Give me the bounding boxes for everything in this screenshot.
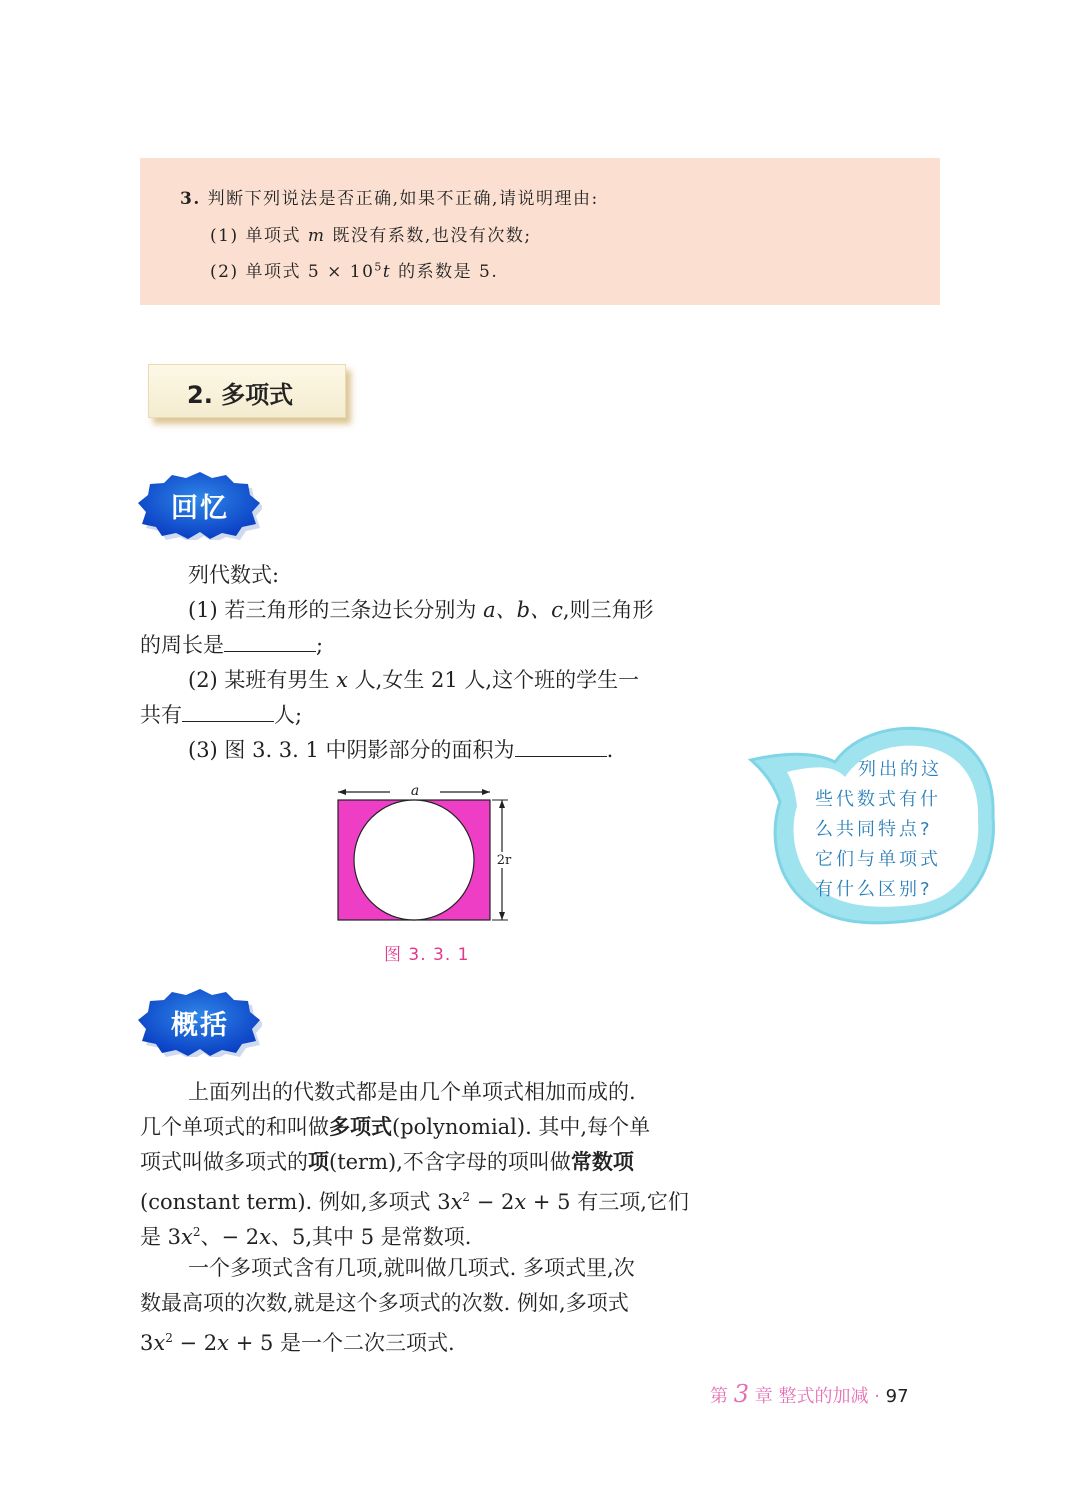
bubble-line-2: 些代数式有什: [815, 789, 941, 810]
exercise-box: [140, 158, 940, 305]
recall-q1-line1: (1) 若三角形的三条边长分别为 a、b、c,则三角形: [188, 598, 654, 622]
summary-p1-line5: 是 $3x^2$、− 2x、5,其中 5 是常数项.: [140, 1225, 472, 1249]
bubble-line-3: 么共同特点?: [815, 819, 933, 840]
recall-intro: 列代数式:: [188, 563, 280, 587]
answer-blank[interactable]: [515, 738, 607, 757]
bubble-line-1: 列出的这: [858, 759, 942, 780]
summary-p1-line2: 几个单项式的和叫做多项式(polynomial). 其中,每个单: [140, 1115, 651, 1139]
summary-p1-line4: (constant term). 例如,多项式 $3x^2 - 2x + 5$ 有三项,它们: [140, 1190, 689, 1214]
arrow-left-icon: [338, 789, 346, 795]
bubble-line-5: 有什么区别?: [815, 879, 933, 900]
label-a: a: [410, 783, 420, 799]
summary-p2-line2: 数最高项的次数,就是这个多项式的次数. 例如,多项式: [140, 1291, 629, 1315]
section-heading: [148, 364, 346, 418]
label-2r: 2r: [496, 853, 512, 868]
answer-blank[interactable]: [182, 703, 274, 722]
recall-q1-line2: 的周长是 ;: [140, 633, 324, 657]
figure-caption: 图 3. 3. 1: [384, 945, 470, 965]
summary-p1-line1: 上面列出的代数式都是由几个单项式相加而成的.: [188, 1080, 636, 1104]
recall-q3: (3) 图 3. 3. 1 中阴影部分的面积为 .: [188, 738, 614, 762]
inner-circle: [354, 800, 474, 920]
summary-badge: 概括: [138, 987, 262, 1057]
arrow-right-icon: [482, 789, 490, 795]
thought-bubble: [745, 722, 1000, 927]
bubble-line-4: 它们与单项式: [815, 849, 941, 870]
figure-rectangle-circle: [330, 780, 520, 925]
answer-blank[interactable]: [224, 633, 316, 652]
summary-p2-line3: $3x^2 - 2x + 5$ 是一个二次三项式.: [140, 1331, 455, 1355]
summary-p2-line1: 一个多项式含有几项,就叫做几项式. 多项式里,次: [188, 1256, 635, 1280]
recall-q2-line2: 共有 人;: [140, 703, 303, 727]
summary-p1-line3: 项式叫做多项式的项(term),不含字母的项叫做常数项: [140, 1150, 634, 1174]
recall-badge: 回忆: [138, 470, 262, 540]
arrow-up-icon: [499, 800, 505, 808]
recall-q2-line1: (2) 某班有男生 x 人,女生 21 人,这个班的学生一: [188, 668, 640, 692]
page-number: 97: [885, 1386, 909, 1407]
section-title: 2. 多项式: [187, 381, 294, 409]
exercise-item-2: (2) 单项式 $5 \times 10^5t$ 的系数是 5.: [210, 260, 499, 282]
exercise-item-1: (1) 单项式 m 既没有系数,也没有次数;: [210, 226, 532, 246]
exercise-question: 3. 判断下列说法是否正确,如果不正确,请说明理由:: [180, 189, 599, 209]
page-footer: 第 3 章 整式的加减 · 97: [710, 1380, 909, 1408]
arrow-down-icon: [499, 912, 505, 920]
